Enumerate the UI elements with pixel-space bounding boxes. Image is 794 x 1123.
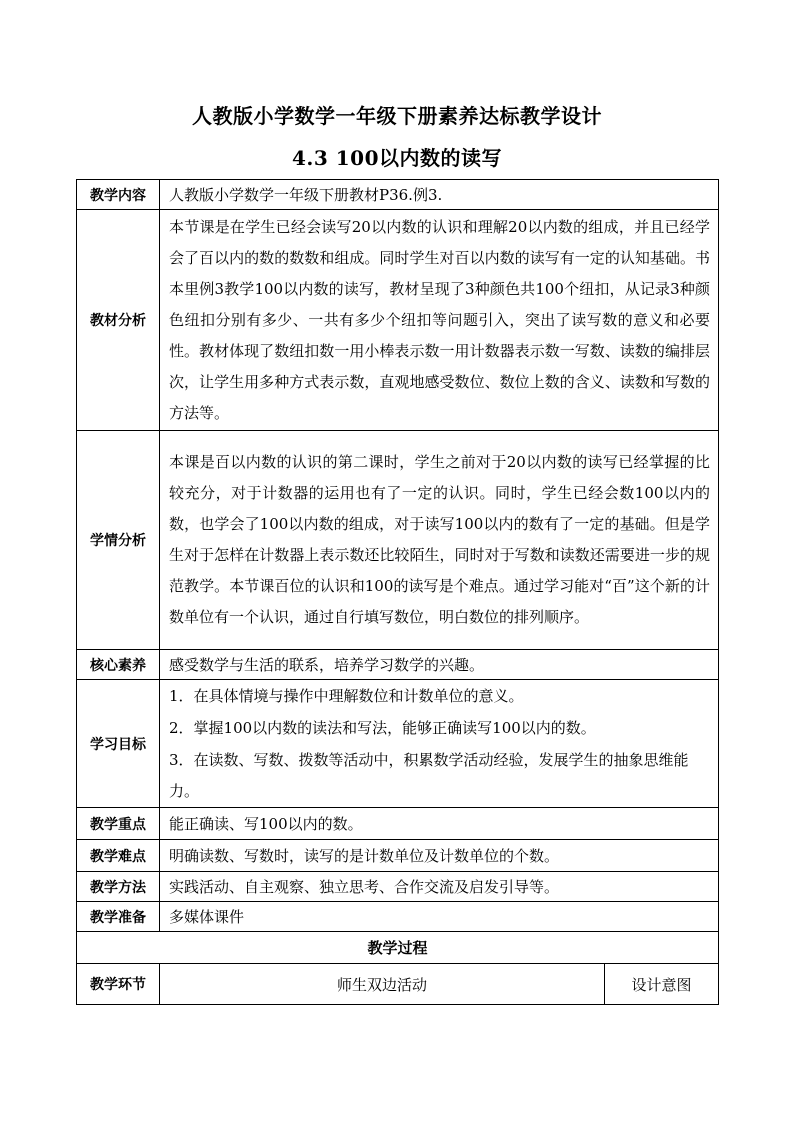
row-core-literacy — [77, 650, 719, 680]
label-teaching-content: 教学内容 — [77, 180, 160, 210]
label-preparation: 教学准备 — [77, 902, 160, 932]
student-analysis-text: 本课是百以内数的认识的第二课时，学生之前对于20以内数的读写已经掌握的比较充分，对于计数器的运用也有了一定的认识。同时，学生已经会数100以内的数，也学会了100以内数的组成，对于读写100以内的数有了一定的基础。但是学生对于怎样在计数器上表示数还比较陌生，同时对于写数和读数还需要进一步的规范教学。本节课百位的认识和100的读写是个难点。通过学习能对“百”这个新的计数单位有一个认识，通过自行填写数位，明白数位的排列顺序。 — [169, 453, 711, 626]
row-methods — [77, 872, 719, 902]
row-difficulties — [77, 840, 719, 872]
label-learning-objectives: 学习目标 — [77, 680, 160, 808]
difficulties-text: 明确读数、写数时，读写的是计数单位及计数单位的个数。 — [169, 846, 560, 865]
row-material-analysis — [77, 210, 719, 431]
row-teaching-content — [77, 180, 719, 210]
lesson-plan-table — [76, 179, 719, 1005]
label-methods: 教学方法 — [77, 872, 160, 902]
label-difficulties: 教学难点 — [77, 840, 160, 872]
objective-item: 3．在读数、写数、拨数等活动中，积累数学活动经验，发展学生的抽象思维能力。 — [169, 751, 689, 800]
row-key-points — [77, 808, 719, 840]
material-analysis-text: 本节课是在学生已经会读写20以内数的认识和理解20以内数的组成，并且已经学会了百以内的数的数数和组成。同时学生对百以内数的读写有一定的认知基础。书本里例3教学100以内数的读写，教材呈现了3种颜色共100个纽扣，从记录3种颜色纽扣分别有多少、一共有多少个纽扣等问题引入，突出了读写数的意义和必要性。教材体现了数纽扣数一用小棒表示数一用计数器表示数一写数、读数的编排层次，让学生用多种方式表示数，直观地感受数位、数位上数的含义、读数和写数的方法等。 — [169, 217, 711, 422]
row-learning-objectives — [77, 680, 719, 808]
methods-text: 实践活动、自主观察、独立思考、合作交流及启发引导等。 — [169, 877, 560, 896]
document-title: 人教版小学数学一年级下册素养达标教学设计 — [192, 104, 602, 128]
lesson-subtitle: 4.3 100以内数的读写 — [291, 146, 502, 170]
column-design-intent: 设计意图 — [605, 964, 719, 1005]
column-teaching-stage: 教学环节 — [77, 964, 160, 1005]
teaching-content-text: 人教版小学数学一年级下册教材P36.例3. — [169, 185, 443, 204]
row-process-columns — [77, 964, 719, 1005]
label-student-analysis: 学情分析 — [77, 431, 160, 650]
row-preparation — [77, 902, 719, 932]
core-literacy-text: 感受数学与生活的联系，培养学习数学的兴趣。 — [169, 655, 485, 674]
key-points-text: 能正确读、写100以内的数。 — [169, 814, 363, 833]
objective-item: 2．掌握100以内数的读法和写法，能够正确读写100以内的数。 — [169, 719, 596, 737]
objective-item: 1．在具体情境与操作中理解数位和计数单位的意义。 — [169, 687, 524, 705]
teaching-process-header: 教学过程 — [77, 932, 719, 964]
column-activities: 师生双边活动 — [160, 964, 605, 1005]
label-core-literacy: 核心素养 — [77, 650, 160, 680]
row-student-analysis — [77, 431, 719, 650]
label-material-analysis: 教材分析 — [77, 210, 160, 431]
preparation-text: 多媒体课件 — [169, 907, 245, 926]
label-key-points: 教学重点 — [77, 808, 160, 840]
row-process-header — [77, 932, 719, 964]
